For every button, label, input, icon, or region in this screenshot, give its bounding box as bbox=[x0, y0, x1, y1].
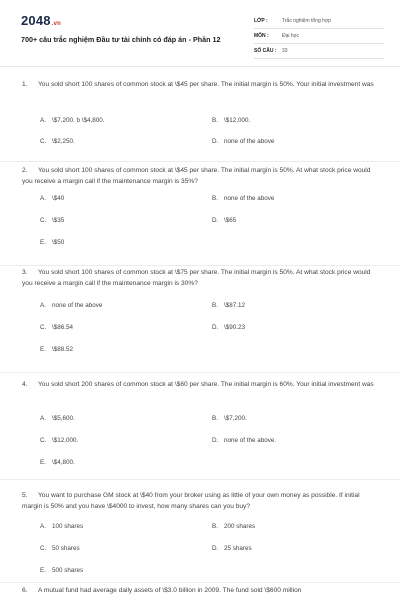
answer-option[interactable] bbox=[40, 195, 64, 202]
answer-option[interactable] bbox=[40, 346, 73, 353]
question-body: A mutual fund had average daily assets of \$3.0 billion in 2009. The fund sold \$600 million bbox=[38, 587, 302, 594]
question-list bbox=[0, 66, 400, 613]
question-3 bbox=[0, 266, 400, 373]
question-text bbox=[22, 80, 374, 91]
meta-key: SỐ CÂU : bbox=[254, 48, 277, 54]
question-body: You sold short 100 shares of common stock at \$45 per share. The initial margin is 50%. Your initial investment was bbox=[38, 81, 374, 88]
option-text: \$7,200. bbox=[224, 415, 247, 422]
question-body: You sold short 100 shares of common stock at \$45 per share. The initial margin is 50%. At what stock price would you receive a margin call if the maintenance margin is 35%? bbox=[22, 167, 371, 185]
option-letter: D. bbox=[212, 217, 219, 224]
option-text: none of the above bbox=[224, 195, 275, 202]
answer-option[interactable] bbox=[212, 217, 236, 224]
answer-option[interactable] bbox=[40, 138, 75, 145]
answer-option[interactable] bbox=[212, 324, 245, 331]
question-number: 4. bbox=[22, 381, 28, 388]
option-letter: D. bbox=[212, 138, 219, 145]
option-letter: C. bbox=[40, 138, 47, 145]
option-letter: C. bbox=[40, 324, 47, 331]
answer-option[interactable] bbox=[212, 523, 255, 530]
meta-value: 33 bbox=[282, 48, 288, 54]
answer-option[interactable] bbox=[212, 415, 247, 422]
answer-option[interactable] bbox=[40, 302, 102, 309]
answer-option[interactable] bbox=[40, 459, 75, 466]
option-text: 25 shares bbox=[224, 545, 252, 552]
option-letter: A. bbox=[40, 523, 46, 530]
option-letter: A. bbox=[40, 302, 46, 309]
site-logo[interactable] bbox=[21, 13, 61, 28]
option-text: none of the above bbox=[224, 138, 275, 145]
answer-option[interactable] bbox=[212, 195, 274, 202]
option-letter: B. bbox=[212, 117, 218, 124]
option-text: none of the above bbox=[52, 302, 103, 309]
option-letter: D. bbox=[212, 324, 219, 331]
option-letter: E. bbox=[40, 239, 46, 246]
question-body: You sold short 200 shares of common stock at \$60 per share. The initial margin is 60%. Your initial investment was bbox=[38, 381, 374, 388]
option-letter: E. bbox=[40, 567, 46, 574]
option-text: \$12,000. bbox=[224, 117, 251, 124]
document-title: 700+ câu trắc nghiệm Đầu tư tài chính có đáp án - Phần 12 bbox=[21, 35, 221, 44]
meta-key: LỚP : bbox=[254, 18, 268, 24]
question-5 bbox=[0, 480, 400, 583]
option-text: \$90.23 bbox=[224, 324, 246, 331]
question-body: You sold short 100 shares of common stock at \$75 per share. The initial margin is 50%. At what stock price would you receive a margin call if the maintenance margin is 30%? bbox=[22, 269, 371, 287]
option-text: \$7,200. b \$4,800. bbox=[52, 117, 105, 124]
question-text bbox=[22, 380, 374, 391]
answer-option[interactable] bbox=[40, 545, 80, 552]
answer-option[interactable] bbox=[40, 415, 75, 422]
answer-option[interactable] bbox=[212, 302, 245, 309]
answer-option[interactable] bbox=[40, 437, 78, 444]
answer-option[interactable] bbox=[212, 117, 250, 124]
question-text bbox=[22, 491, 374, 512]
meta-value: Trắc nghiệm tổng hợp bbox=[282, 18, 331, 24]
question-text bbox=[22, 166, 374, 187]
option-letter: A. bbox=[40, 415, 46, 422]
option-text: \$35 bbox=[52, 217, 65, 224]
question-number: 5. bbox=[22, 492, 28, 499]
answer-option[interactable] bbox=[40, 117, 105, 124]
option-letter: B. bbox=[212, 302, 218, 309]
option-letter: C. bbox=[40, 437, 47, 444]
question-number: 3. bbox=[22, 269, 28, 276]
document-meta bbox=[254, 14, 384, 59]
question-number: 6. bbox=[22, 587, 28, 594]
page-header bbox=[0, 0, 400, 67]
option-letter: E. bbox=[40, 459, 46, 466]
option-letter: E. bbox=[40, 346, 46, 353]
question-1 bbox=[0, 66, 400, 162]
option-letter: A. bbox=[40, 195, 46, 202]
option-text: none of the above. bbox=[224, 437, 277, 444]
question-number: 1. bbox=[22, 81, 28, 88]
question-2 bbox=[0, 162, 400, 266]
option-text: 50 shares bbox=[52, 545, 80, 552]
option-text: \$87.12 bbox=[224, 302, 246, 309]
logo-main: 2048 bbox=[21, 13, 51, 28]
answer-option[interactable] bbox=[212, 437, 276, 444]
option-text: \$88.52 bbox=[52, 346, 74, 353]
option-text: \$50 bbox=[52, 239, 65, 246]
option-letter: B. bbox=[212, 415, 218, 422]
meta-row-subject bbox=[254, 29, 384, 44]
option-letter: C. bbox=[40, 217, 47, 224]
question-text bbox=[22, 586, 374, 597]
option-text: 100 shares bbox=[52, 523, 84, 530]
question-body: You want to purchase GM stock at \$40 from your broker using as little of your own money as possible. If initial margin is 50% and you have \$4000 to invest, how many shares can you buy? bbox=[22, 492, 360, 510]
option-text: \$2,250. bbox=[52, 138, 75, 145]
option-text: 500 shares bbox=[52, 567, 84, 574]
answer-option[interactable] bbox=[212, 545, 252, 552]
option-text: \$65 bbox=[224, 217, 237, 224]
logo-domain: .vn bbox=[51, 21, 62, 27]
option-letter: A. bbox=[40, 117, 46, 124]
answer-option[interactable] bbox=[40, 567, 83, 574]
option-text: \$5,600. bbox=[52, 415, 75, 422]
answer-option[interactable] bbox=[40, 523, 83, 530]
question-6 bbox=[0, 583, 400, 613]
option-letter: B. bbox=[212, 195, 218, 202]
question-number: 2. bbox=[22, 167, 28, 174]
meta-key: MÔN : bbox=[254, 33, 269, 39]
answer-option[interactable] bbox=[40, 324, 73, 331]
option-text: \$40 bbox=[52, 195, 65, 202]
meta-row-class bbox=[254, 14, 384, 29]
meta-value: Đại học bbox=[282, 33, 299, 39]
question-4 bbox=[0, 373, 400, 480]
option-text: \$12,000. bbox=[52, 437, 79, 444]
answer-option[interactable] bbox=[40, 217, 64, 224]
meta-row-count bbox=[254, 44, 384, 59]
option-text: \$4,800. bbox=[52, 459, 75, 466]
answer-option[interactable] bbox=[212, 138, 274, 145]
option-text: \$86.54 bbox=[52, 324, 74, 331]
question-text bbox=[22, 268, 374, 289]
option-text: 200 shares bbox=[224, 523, 256, 530]
option-letter: D. bbox=[212, 437, 219, 444]
answer-option[interactable] bbox=[40, 239, 64, 246]
option-letter: D. bbox=[212, 545, 219, 552]
option-letter: C. bbox=[40, 545, 47, 552]
option-letter: B. bbox=[212, 523, 218, 530]
